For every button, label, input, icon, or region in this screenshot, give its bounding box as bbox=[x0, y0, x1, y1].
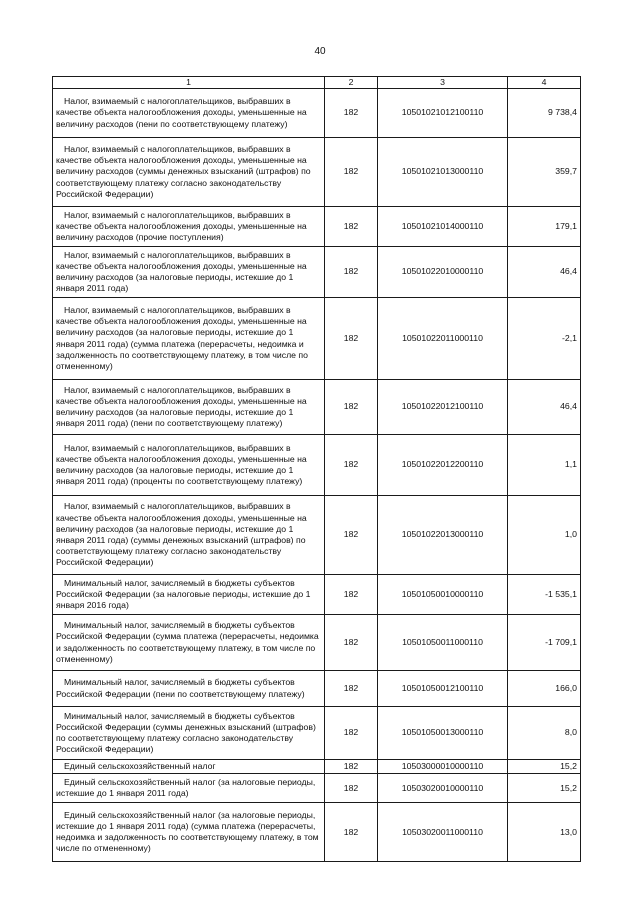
table-header-row bbox=[53, 77, 581, 89]
tax-name: Налог, взимаемый с налогоплательщиков, выбравших в качестве объекта налогообложения доходы, уменьшенные на величину расходов (прочие поступления) bbox=[53, 207, 325, 247]
budget-code: 10501022012200110 bbox=[378, 435, 508, 496]
tax-name: Минимальный налог, зачисляемый в бюджеты субъектов Российской Федерации (сумма платежа (перерасчеты, недоимка и задолженность по соответствующему платежу, в том числе по отмененному) bbox=[53, 615, 325, 671]
amount: 46,4 bbox=[508, 380, 581, 435]
table-row bbox=[53, 380, 581, 435]
admin-code: 182 bbox=[325, 89, 378, 138]
table-row bbox=[53, 435, 581, 496]
budget-code: 10503000010000110 bbox=[378, 760, 508, 774]
amount: 359,7 bbox=[508, 138, 581, 207]
budget-code: 10501021013000110 bbox=[378, 138, 508, 207]
table-row bbox=[53, 707, 581, 760]
tax-name: Налог, взимаемый с налогоплательщиков, выбравших в качестве объекта налогообложения доходы, уменьшенные на величину расходов (за налоговые периоды, истекшие до 1 января 2011 года) (сумма платежа (перерасчеты, недоимка и задолженность по соответствующему платежу, в том числе по отмененному) bbox=[53, 298, 325, 380]
table-row bbox=[53, 760, 581, 774]
tax-name: Налог, взимаемый с налогоплательщиков, выбравших в качестве объекта налогообложения доходы, уменьшенные на величину расходов (за налоговые периоды, истекшие до 1 января 2011 года) (проценты по соответствующему платежу) bbox=[53, 435, 325, 496]
table-row bbox=[53, 138, 581, 207]
tax-name: Единый сельскохозяйственный налог bbox=[53, 760, 325, 774]
table-row bbox=[53, 207, 581, 247]
admin-code: 182 bbox=[325, 298, 378, 380]
amount: -2,1 bbox=[508, 298, 581, 380]
admin-code: 182 bbox=[325, 707, 378, 760]
amount: 9 738,4 bbox=[508, 89, 581, 138]
table-row bbox=[53, 298, 581, 380]
budget-code: 10501021014000110 bbox=[378, 207, 508, 247]
amount: 166,0 bbox=[508, 671, 581, 707]
admin-code: 182 bbox=[325, 760, 378, 774]
admin-code: 182 bbox=[325, 575, 378, 615]
table-row bbox=[53, 803, 581, 862]
amount: 15,2 bbox=[508, 760, 581, 774]
page-number: 40 bbox=[314, 46, 326, 57]
budget-code: 10503020011000110 bbox=[378, 803, 508, 862]
tax-name: Налог, взимаемый с налогоплательщиков, выбравших в качестве объекта налогообложения доходы, уменьшенные на величину расходов (за налоговые периоды, истекшие до 1 января 2011 года) (суммы денежных взысканий (штрафов) по соответствующему платежу согласно законодательству Российской Федерации) bbox=[53, 496, 325, 575]
budget-code: 10501050011000110 bbox=[378, 615, 508, 671]
header-col-4: 4 bbox=[508, 77, 581, 89]
admin-code: 182 bbox=[325, 615, 378, 671]
admin-code: 182 bbox=[325, 671, 378, 707]
table-row bbox=[53, 774, 581, 803]
budget-code: 10501050010000110 bbox=[378, 575, 508, 615]
amount: -1 709,1 bbox=[508, 615, 581, 671]
admin-code: 182 bbox=[325, 207, 378, 247]
amount: 46,4 bbox=[508, 247, 581, 298]
table-row bbox=[53, 496, 581, 575]
admin-code: 182 bbox=[325, 247, 378, 298]
table-row bbox=[53, 89, 581, 138]
header-col-3: 3 bbox=[378, 77, 508, 89]
table-row bbox=[53, 575, 581, 615]
table-row bbox=[53, 671, 581, 707]
tax-name: Налог, взимаемый с налогоплательщиков, выбравших в качестве объекта налогообложения доходы, уменьшенные на величину расходов (суммы денежных взысканий (штрафов) по соответствующему платежу согласно законодательству Российской Федерации) bbox=[53, 138, 325, 207]
revenue-table bbox=[52, 76, 581, 862]
tax-name: Налог, взимаемый с налогоплательщиков, выбравших в качестве объекта налогообложения доходы, уменьшенные на величину расходов (за налоговые периоды, истекшие до 1 января 2011 года) (пени по соответствующему платежу) bbox=[53, 380, 325, 435]
admin-code: 182 bbox=[325, 138, 378, 207]
amount: 1,0 bbox=[508, 496, 581, 575]
budget-code: 10501022013000110 bbox=[378, 496, 508, 575]
tax-name: Налог, взимаемый с налогоплательщиков, выбравших в качестве объекта налогообложения доходы, уменьшенные на величину расходов (за налоговые периоды, истекшие до 1 января 2011 года) bbox=[53, 247, 325, 298]
admin-code: 182 bbox=[325, 803, 378, 862]
tax-name: Единый сельскохозяйственный налог (за налоговые периоды, истекшие до 1 января 2011 года) (сумма платежа (перерасчеты, недоимка и задолженность по соответствующему платежу, в том числе по отмененному) bbox=[53, 803, 325, 862]
tax-name: Минимальный налог, зачисляемый в бюджеты субъектов Российской Федерации (пени по соответствующему платежу) bbox=[53, 671, 325, 707]
tax-name: Единый сельскохозяйственный налог (за налоговые периоды, истекшие до 1 января 2011 года) bbox=[53, 774, 325, 803]
table-row bbox=[53, 615, 581, 671]
budget-code: 10501050012100110 bbox=[378, 671, 508, 707]
amount: 1,1 bbox=[508, 435, 581, 496]
budget-code: 10501050013000110 bbox=[378, 707, 508, 760]
header-col-1: 1 bbox=[53, 77, 325, 89]
tax-name: Налог, взимаемый с налогоплательщиков, выбравших в качестве объекта налогообложения доходы, уменьшенные на величину расходов (пени по соответствующему платежу) bbox=[53, 89, 325, 138]
budget-code: 10503020010000110 bbox=[378, 774, 508, 803]
admin-code: 182 bbox=[325, 380, 378, 435]
admin-code: 182 bbox=[325, 435, 378, 496]
admin-code: 182 bbox=[325, 774, 378, 803]
amount: 8,0 bbox=[508, 707, 581, 760]
tax-name: Минимальный налог, зачисляемый в бюджеты субъектов Российской Федерации (за налоговые периоды, истекшие до 1 января 2016 года) bbox=[53, 575, 325, 615]
amount: 179,1 bbox=[508, 207, 581, 247]
amount: 13,0 bbox=[508, 803, 581, 862]
tax-name: Минимальный налог, зачисляемый в бюджеты субъектов Российской Федерации (суммы денежных взысканий (штрафов) по соответствующему платежу согласно законодательству Российской Федерации) bbox=[53, 707, 325, 760]
budget-code: 10501022012100110 bbox=[378, 380, 508, 435]
budget-code: 10501022011000110 bbox=[378, 298, 508, 380]
admin-code: 182 bbox=[325, 496, 378, 575]
table-row bbox=[53, 247, 581, 298]
budget-code: 10501022010000110 bbox=[378, 247, 508, 298]
amount: 15,2 bbox=[508, 774, 581, 803]
budget-code: 10501021012100110 bbox=[378, 89, 508, 138]
amount: -1 535,1 bbox=[508, 575, 581, 615]
header-col-2: 2 bbox=[325, 77, 378, 89]
